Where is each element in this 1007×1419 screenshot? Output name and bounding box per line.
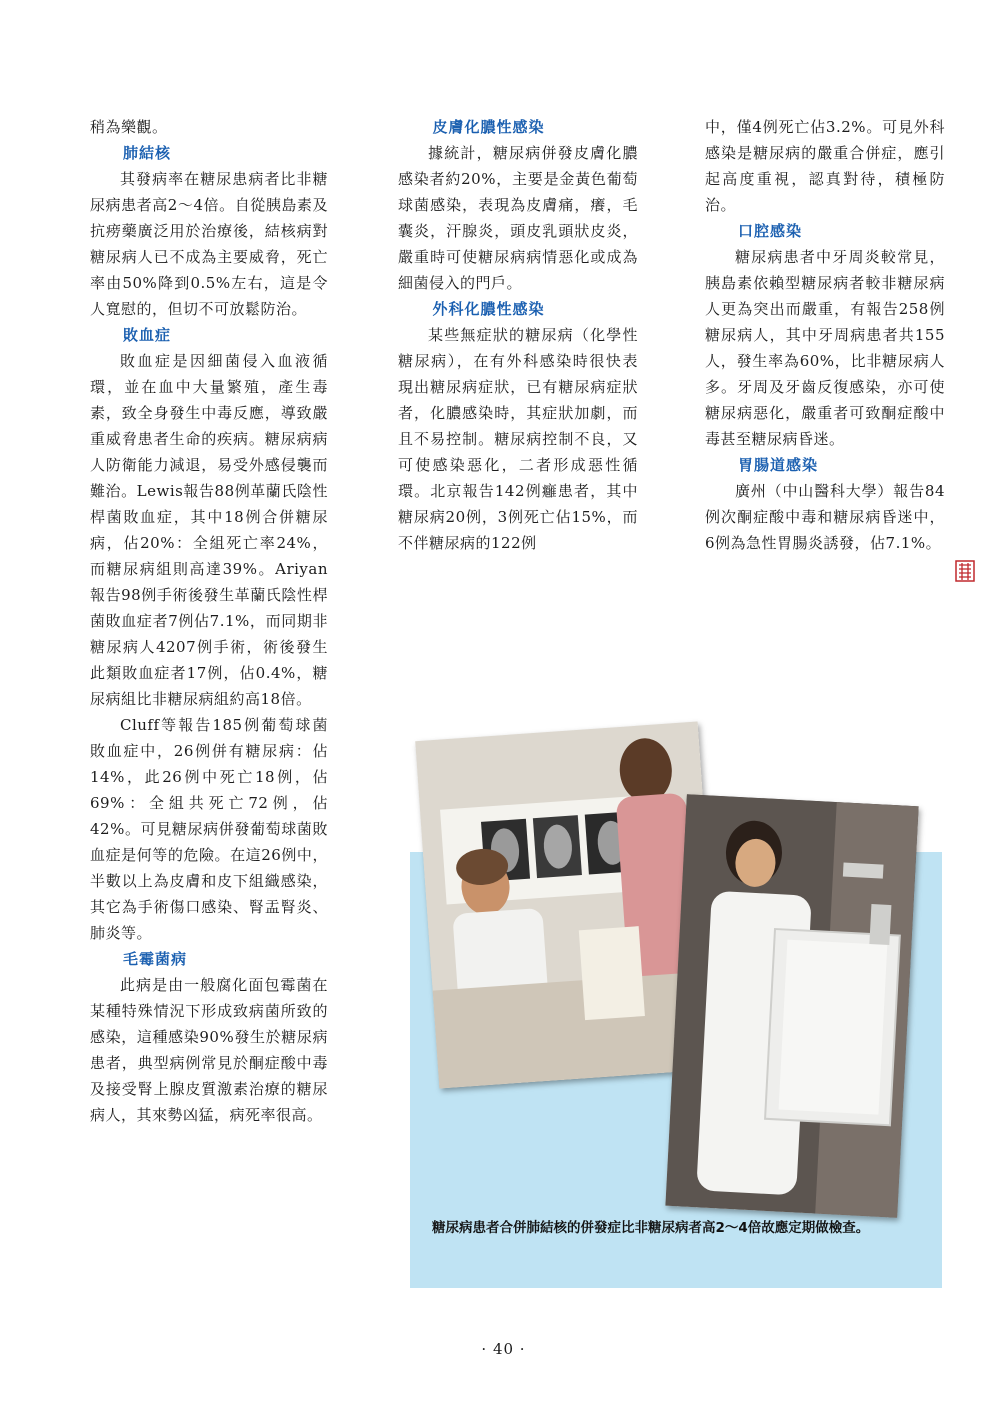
figure-caption: 糖尿病患者合併肺結核的併發症比非糖尿病者高2～4倍故應定期做檢查。	[432, 1220, 870, 1236]
paragraph-surgical-infection: 某些無症狀的糖尿病（化學性糖尿病），在有外科感染時很快表現出糖尿病症狀，已有糖尿病症狀者，化膿感染時，其症狀加劇，而且不易控制。糖尿病控制不良，又可使感染惡化，二者形成惡性循環。北京報告142例癰患者，其中糖尿病20例，3例死亡佔15%，而不伴糖尿病的122例	[398, 326, 638, 552]
photo-xray-examination	[665, 794, 918, 1218]
page-number: · 40 ·	[481, 1340, 526, 1358]
paragraph-skin-infection: 據統計，糖尿病併發皮膚化膿感染者約20%，主要是金黃色葡萄球菌感染，表現為皮膚痛，癢，毛囊炎，汗腺炎，頭皮乳頭狀皮炎，嚴重時可使糖尿病病情惡化或成為細菌侵入的門戶。	[398, 144, 638, 292]
paragraph-intro: 稍為樂觀。	[90, 118, 168, 136]
paragraph-oral-infection: 糖尿病患者中牙周炎較常見，胰島素依賴型糖尿病者較非糖尿病人更為突出而嚴重，有報告258例糖尿病人，其中牙周病患者共155人，發生率為60%，比非糖尿病人多。牙周及牙齒反復感染，亦可使糖尿病惡化，嚴重者可致酮症酸中毒甚至糖尿病昏迷。	[705, 248, 945, 448]
column-2	[398, 114, 638, 556]
heading-gastrointestinal-infection: 胃腸道感染	[738, 456, 819, 474]
heading-sepsis: 敗血症	[123, 326, 172, 344]
paragraph-mucormycosis: 此病是由一般腐化面包霉菌在某種特殊情況下形成致病菌所致的感染，這種感染90%發生於糖尿病患者，典型病例常見於酮症酸中毒及接受腎上腺皮質激素治療的糖尿病人，其來勢凶猛，病死率很高。	[90, 976, 328, 1124]
gastrointestinal-text: 廣州（中山醫科大學）報告84例次酮症酸中毒和糖尿病昏迷中，6例為急性胃腸炎誘發，佔7.1%。	[705, 482, 945, 552]
paragraph-sepsis-2: Cluff等報告185例葡萄球菌敗血症中，26例併有糖尿病：佔14%，此26例中死亡18例，佔69%：全組共死亡72例，佔42%。可見糖尿病併發葡萄球菌敗血症是何等的危險。在這26例中，半數以上為皮膚和皮下組織感染，其它為手術傷口感染、腎盂腎炎、肺炎等。	[90, 716, 328, 942]
paragraph-continued: 中，僅4例死亡佔3.2%。可見外科感染是糖尿病的嚴重合併症，應引起高度重視，認真對待，積極防治。	[705, 118, 945, 214]
end-mark-icon	[925, 560, 945, 582]
heading-mucormycosis: 毛霉菌病	[123, 950, 188, 968]
heading-oral-infection: 口腔感染	[738, 222, 803, 240]
paragraph-gastrointestinal-infection	[705, 478, 945, 556]
heading-surgical-infection: 外科化膿性感染	[432, 300, 545, 318]
paragraph-sepsis-1: 敗血症是因細菌侵入血液循環，並在血中大量繁殖，產生毒素，致全身發生中毒反應，導致嚴重威脅患者生命的疾病。糖尿病病人防衛能力減退，易受外感侵襲而難治。Lewis報告88例革蘭氏陰性桿菌敗血症，其中18例合併糖尿病，佔20%：全組死亡率24%，而糖尿病組則高達39%。Ariyan報告98例手術後發生革蘭氏陰性桿菌敗血症者7例佔7.1%，而同期非糖尿病人4207例手術，術後發生此類敗血症者17例，佔0.4%，糖尿病組比非糖尿病組約高18倍。	[90, 352, 328, 708]
heading-tuberculosis: 肺結核	[123, 144, 172, 162]
column-3	[705, 114, 945, 582]
heading-skin-infection: 皮膚化膿性感染	[432, 118, 545, 136]
paragraph-tuberculosis: 其發病率在糖尿患病者比非糖尿病患者高2～4倍。自從胰島素及抗痨藥廣泛用於治療後，結核病對糖尿病人已不成為主要威脅，死亡率由50%降到0.5%左右，這是令人寬慰的，但切不可放鬆防治。	[90, 170, 328, 318]
column-1	[90, 114, 328, 1128]
